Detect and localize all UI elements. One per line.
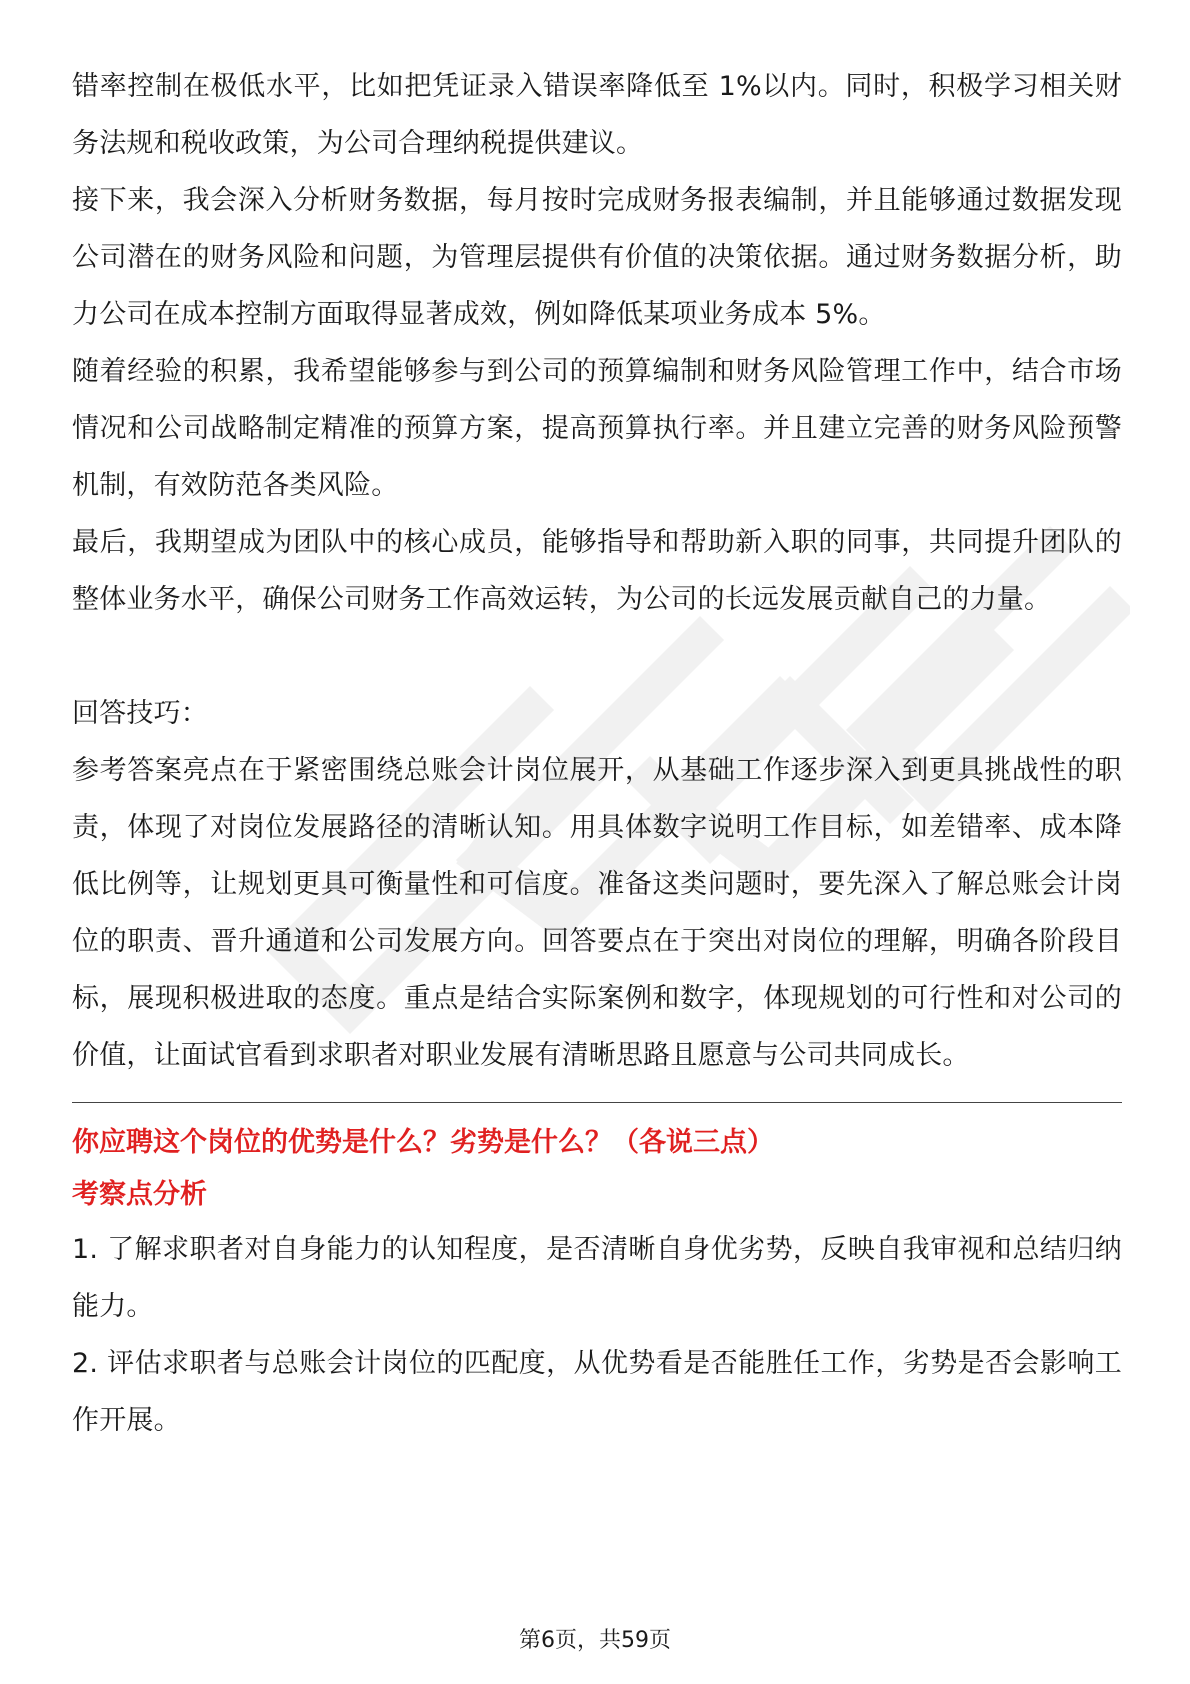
page-number: 第6页，共59页 [519, 1628, 671, 1653]
analysis-heading: 考察点分析 [72, 1179, 207, 1210]
body-paragraph-3: 随着经验的积累，我希望能够参与到公司的预算编制和财务风险管理工作中，结合市场情况和公司战略制定精准的预算方案，提高预算执行率。并且建立完善的财务风险预警机制，有效防范各类风险。 [72, 356, 1122, 501]
paragraph-gap [72, 628, 1122, 685]
analysis-point-2: 2. 评估求职者与总账会计岗位的匹配度，从优势看是否能胜任工作，劣势是否会影响工作开展。 [72, 1348, 1122, 1436]
body-paragraph-2: 接下来，我会深入分析财务数据，每月按时完成财务报表编制，并且能够通过数据发现公司潜在的财务风险和问题，为管理层提供有价值的决策依据。通过财务数据分析，助力公司在成本控制方面取得显著成效，例如降低某项业务成本 5%。 [72, 185, 1122, 330]
page-content [72, 58, 1122, 1449]
question-title: 你应聘这个岗位的优势是什么？劣势是什么？（各说三点） [72, 1127, 774, 1158]
analysis-point-1: 1. 了解求职者对自身能力的认知程度，是否清晰自身优劣势，反映自我审视和总结归纳能力。 [72, 1234, 1122, 1322]
body-paragraph-1: 错率控制在极低水平，比如把凭证录入错误率降低至 1%以内。同时，积极学习相关财务法规和税收政策，为公司合理纳税提供建议。 [72, 71, 1122, 159]
tips-label: 回答技巧： [72, 698, 208, 729]
body-paragraph-4: 最后，我期望成为团队中的核心成员，能够指导和帮助新入职的同事，共同提升团队的整体业务水平，确保公司财务工作高效运转，为公司的长远发展贡献自己的力量。 [72, 527, 1122, 615]
section-divider [72, 1102, 1122, 1103]
tips-text: 参考答案亮点在于紧密围绕总账会计岗位展开，从基础工作逐步深入到更具挑战性的职责，体现了对岗位发展路径的清晰认知。用具体数字说明工作目标，如差错率、成本降低比例等，让规划更具可衡量性和可信度。准备这类问题时，要先深入了解总账会计岗位的职责、晋升通道和公司发展方向。回答要点在于突出对岗位的理解，明确各阶段目标，展现积极进取的态度。重点是结合实际案例和数字，体现规划的可行性和对公司的价值，让面试官看到求职者对职业发展有清晰思路且愿意与公司共同成长。 [72, 755, 1122, 1071]
